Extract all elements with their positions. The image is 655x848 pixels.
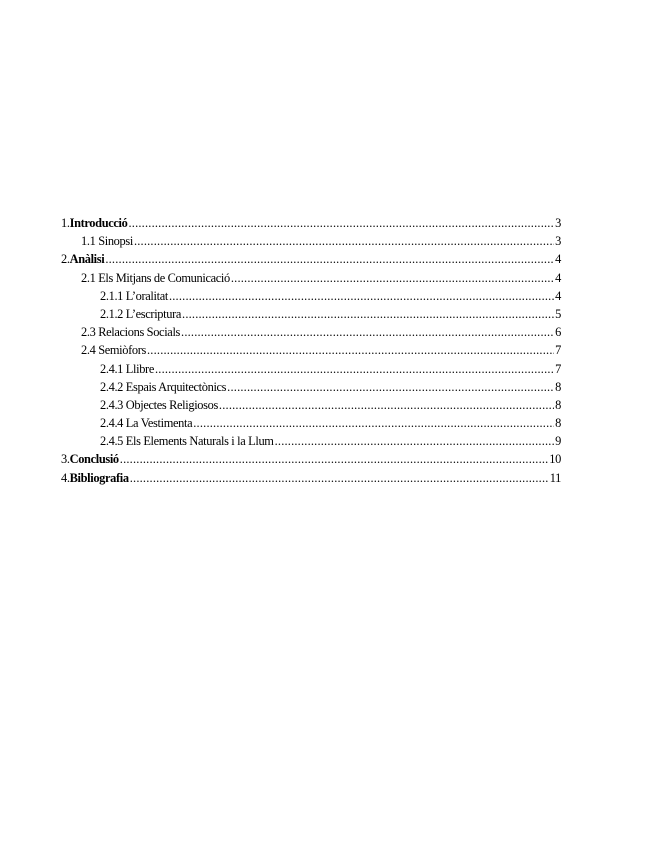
toc-entry-title: Semiòfors: [98, 343, 146, 358]
dot-leader: [130, 469, 549, 487]
toc-entry-number: 2.1.1: [100, 288, 124, 303]
dot-leader: [181, 323, 554, 341]
dot-leader: [182, 305, 554, 323]
toc-entry-page-number: 8: [555, 416, 561, 431]
dot-leader: [155, 360, 554, 378]
dot-leader: [275, 432, 555, 450]
toc-entry[interactable]: [61, 250, 561, 268]
dot-leader: [120, 450, 549, 468]
dot-leader: [105, 250, 554, 268]
toc-entry[interactable]: [61, 323, 561, 341]
toc-entry-number: 2.4: [81, 343, 96, 358]
toc-entry-title: Sinopsi: [98, 234, 133, 249]
toc-entry-title: Introducció: [69, 216, 128, 230]
toc-entry[interactable]: [61, 360, 561, 378]
toc-entry-title: Anàlisi: [69, 252, 105, 267]
toc-entry-title: Els Mitjans de Comunicació: [98, 270, 230, 285]
toc-entry-number: 2.: [61, 252, 70, 267]
toc-entry-title: La Vestimenta: [125, 416, 193, 431]
toc-entry[interactable]: [61, 287, 561, 305]
toc-entry[interactable]: [61, 341, 561, 359]
toc-entry-number: 2.3: [81, 325, 96, 340]
toc-entry-number: 2.4.1: [100, 361, 124, 376]
toc-entry-title: Objectes Religiosos: [125, 397, 218, 412]
toc-entry-number: 2.4.2: [100, 379, 124, 394]
toc-entry-page-number: 3: [555, 216, 561, 230]
toc-entry-page-number: 7: [555, 361, 561, 376]
toc-entry-number: 2.4.3: [100, 397, 124, 412]
toc-entry[interactable]: [61, 414, 561, 432]
dot-leader: [219, 396, 554, 414]
toc-entry-page-number: 10: [549, 452, 561, 467]
toc-entry-page-number: 9: [555, 434, 561, 449]
toc-entry-page-number: 5: [555, 306, 561, 321]
toc-entry-page-number: 4: [555, 288, 561, 303]
toc-entry-number: 2.1.2: [100, 306, 124, 321]
toc-entry-page-number: 8: [555, 379, 561, 394]
toc-entry-title: Relacions Socials: [98, 325, 181, 340]
toc-entry-page-number: 8: [555, 397, 561, 412]
toc-entry-title: Bibliografia: [69, 470, 129, 485]
toc-entry[interactable]: [61, 305, 561, 323]
table-of-contents: [61, 214, 561, 487]
toc-entry[interactable]: [61, 269, 561, 287]
toc-entry[interactable]: [61, 378, 561, 396]
toc-entry-number: 2.1: [81, 270, 96, 285]
toc-entry[interactable]: [61, 232, 561, 250]
toc-entry-title: Llibre: [125, 361, 154, 376]
dot-leader: [227, 378, 554, 396]
toc-entry-number: 3.: [61, 452, 70, 467]
toc-entry-number: 1.1: [81, 234, 96, 249]
toc-entry-page-number: 6: [555, 325, 561, 340]
toc-entry[interactable]: [61, 396, 561, 414]
toc-entry[interactable]: [61, 469, 561, 487]
toc-entry-title: Espais Arquitectònics: [125, 379, 227, 394]
dot-leader: [169, 287, 554, 305]
dot-leader: [231, 269, 554, 287]
dot-leader: [128, 214, 554, 232]
toc-entry-number: 2.4.4: [100, 416, 124, 431]
toc-entry-page-number: 11: [549, 470, 561, 485]
dot-leader: [134, 232, 554, 250]
toc-entry-page-number: 4: [555, 252, 561, 267]
dot-leader: [193, 414, 554, 432]
toc-entry-title: Conclusió: [69, 452, 119, 467]
toc-entry-title: L’escriptura: [125, 306, 182, 321]
toc-entry[interactable]: [61, 450, 561, 468]
toc-entry[interactable]: [61, 432, 561, 450]
toc-entry[interactable]: [61, 214, 561, 232]
dot-leader: [147, 341, 554, 359]
toc-entry-title: Els Elements Naturals i la Llum: [125, 434, 274, 449]
toc-entry-title: L’oralitat: [125, 288, 168, 303]
toc-entry-page-number: 4: [555, 270, 561, 285]
toc-entry-number: 2.4.5: [100, 434, 124, 449]
toc-entry-page-number: 7: [555, 343, 561, 358]
toc-entry-number: 4.: [61, 470, 70, 485]
toc-entry-page-number: 3: [555, 234, 561, 249]
toc-entry-number: 1.: [61, 216, 70, 230]
